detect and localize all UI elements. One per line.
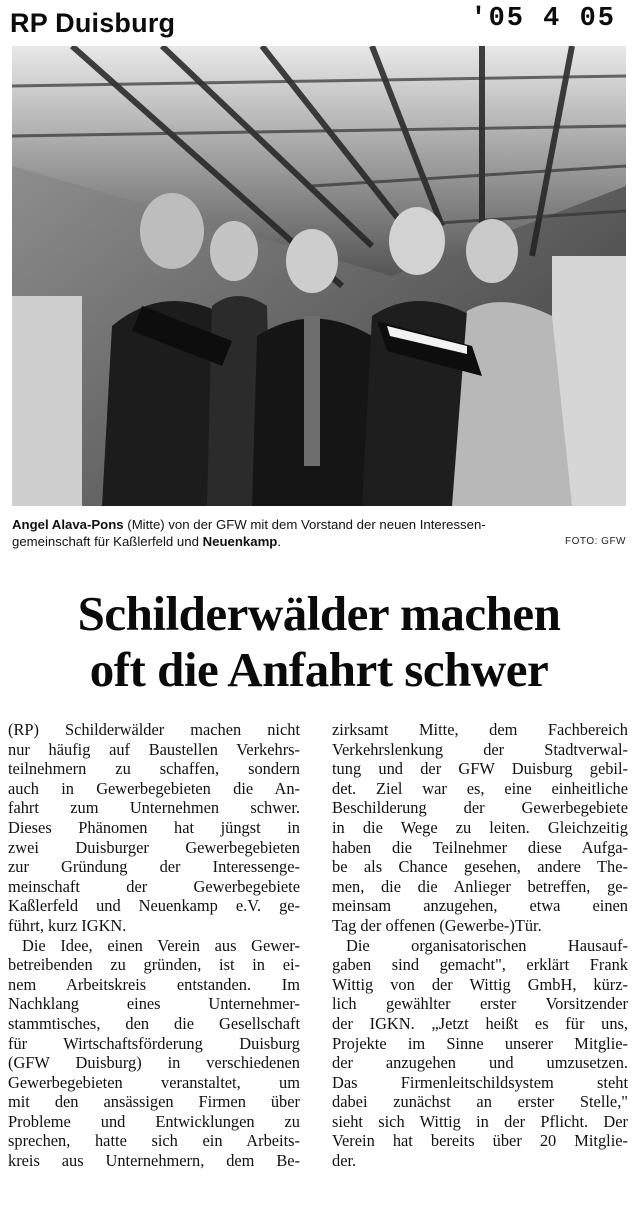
body-line: tung und der GFW Duisburg gebil- [332,759,628,779]
caption-text-3: . [277,534,282,549]
caption-text-1: (Mitte) von der GFW mit dem Vorstand der neuen Interessen- [123,517,486,532]
body-line: Dieses Phänomen hat jüngst in [8,817,300,837]
body-line: fahrt zum Unternehmen schwer. [8,798,300,818]
body-line: stammtisches, den die Gesellschaft [8,1013,300,1033]
date-stamp: '05 4 05 [470,4,616,34]
body-line: zur Gründung der Interessenge- [8,857,300,877]
headline-line-2: oft die Anfahrt schwer [89,642,549,697]
article-column-1 [8,720,300,1171]
body-line: kreis aus Unternehmern, dem Be- [8,1151,300,1171]
body-line: Tag der offenen (Gewerbe-)Tür. [332,915,542,935]
caption-line-1 [12,516,626,533]
body-line: (RP) Schilderwälder machen nicht [8,720,300,739]
body-line: det. Ziel war es, eine einheitliche [332,778,628,798]
body-line: meinschaft der Gewerbegebiete [8,876,300,896]
paper-name: RP Duisburg [10,8,176,38]
body-line: meinsam anzugehen, etwa einen [332,896,628,916]
body-line: Wittig von der Wittig GmbH, kürz- [332,974,628,994]
headline-line-1: Schilderwälder machen [77,586,561,641]
caption-line-2 [12,533,626,550]
body-line: men, die die Anlieger betreffen, ge- [332,876,628,896]
body-line: Die organisatorischen Hausauf- [346,935,628,955]
body-line: Gewerbegebieten veranstaltet, um [8,1072,300,1092]
body-line: be als Chance gesehen, andere The- [332,857,628,877]
body-line: Nachklang eines Unternehmer- [8,994,300,1014]
body-line: betreibenden zu gründen, ist in ei- [8,955,300,975]
body-line: sieht sich Wittig in der Pflicht. Der [332,1111,628,1131]
body-line: Projekte im Sinne unserer Mitglie- [332,1033,628,1053]
body-line: lich gewählter erster Vorsitzender [332,994,628,1014]
body-line: Probleme und Entwicklungen zu [8,1111,300,1131]
body-line: zwei Duisburger Gewerbegebieten [8,837,300,857]
body-line: in die Wege zu leiten. Gleichzeitig [332,817,628,837]
body-line: nem Arbeitskreis entstanden. Im [8,974,300,994]
body-line: Beschilderung der Gewerbegebiete [332,798,628,818]
article-headline [0,586,638,698]
body-line: der IGKN. „Jetzt heißt es für uns, [332,1013,628,1033]
body-line: sprechen, hatte sich ein Arbeits- [8,1131,300,1151]
body-line: Das Firmenleitschildsystem steht [332,1072,628,1092]
body-line: der anzugehen und umzusetzen. [332,1053,628,1073]
body-line: der. [332,1151,357,1171]
body-line: führt, kurz IGKN. [8,915,127,935]
body-line: gaben sind gemacht", erklärt Frank [332,955,628,975]
caption-name: Angel Alava-Pons [12,517,124,532]
caption-place: Neuenkamp [202,534,278,549]
body-line: teilnehmern zu schaffen, sondern [8,759,300,779]
body-line: auch in Gewerbegebieten die An- [8,778,300,798]
article-photo [12,46,626,506]
body-line: Die Idee, einen Verein aus Gewer- [22,935,300,955]
body-line: für Wirtschaftsförderung Duisburg [8,1033,300,1053]
photo-caption [12,516,626,550]
body-line: zirksamt Mitte, dem Fachbereich [332,720,628,739]
body-line: mit den ansässigen Firmen über [8,1092,300,1112]
photo-credit: FOTO: GFW [565,536,626,547]
article-column-2 [332,720,628,1171]
caption-text-2: gemeinschaft für Kaßlerfeld und [12,534,203,549]
group-photo-image [12,46,626,506]
body-line: Verkehrslenkung der Stadtverwal- [332,739,628,759]
newspaper-header [8,4,630,44]
body-line: haben die Teilnehmer diese Aufga- [332,837,628,857]
body-line: nur häufig auf Baustellen Verkehrs- [8,739,300,759]
body-line: Kaßlerfeld und Neuenkamp e.V. ge- [8,896,300,916]
body-line: (GFW Duisburg) in verschiedenen [8,1053,300,1073]
body-line: dabei zunächst an erster Stelle," [332,1092,628,1112]
body-line: Verein hat bereits über 20 Mitglie- [332,1131,628,1151]
